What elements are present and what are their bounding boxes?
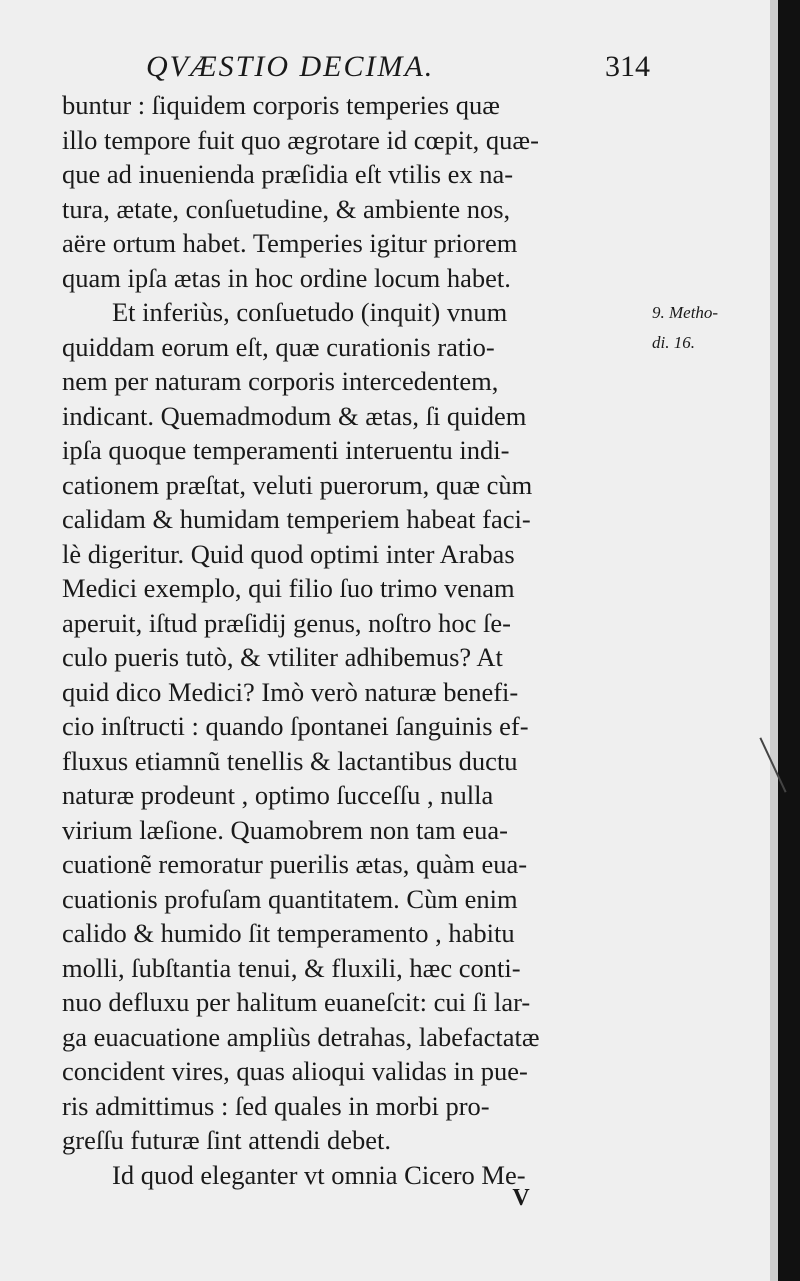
text-line: indicant. Quemadmodum & ætas, ſi quidem [62,400,527,431]
text-line: concident vires, quas alioqui validas in pue- [62,1056,528,1086]
text-line: calidam & humidam temperiem habeat faci- [62,504,531,534]
text-line: Et inferiùs, conſuetudo (inquit) vnum [112,297,508,327]
text-line: molli, ſubſtantia tenui, & fluxili, hæc conti- [62,952,521,983]
text-line: quiddam eorum eſt, quæ curationis ratio- [62,331,495,362]
signature-mark: V [512,1185,530,1211]
text-line: cuationẽ remoratur puerilis ætas, quàm eua- [62,849,528,879]
text-line: Id quod eleganter vt omnia Cicero Me- [112,1159,526,1190]
text-line: Medici exemplo, qui filio ſuo trimo venam [62,573,515,603]
text-line: nuo defluxu per halitum euaneſcit: cui ſi lar- [62,987,531,1017]
margin-note-line: 9. Metho- [652,303,719,322]
text-line: que ad inuenienda præſidia eſt vtilis ex na- [62,159,514,189]
text-line: quid dico Medici? Imò verò naturæ benefi- [62,676,519,707]
text-line: culo pueris tutò, & vtiliter adhibemus? At [62,642,503,672]
text-line: aperuit, iſtud præſidij genus, noſtro hoc ſe- [62,607,511,638]
text-line: naturæ prodeunt , optimo ſucceſſu , nulla [62,780,494,810]
text-line: quam ipſa ætas in hoc ordine locum habet. [62,262,511,293]
scan-border [778,0,800,1281]
text-line: nem per naturam corporis intercedentem, [62,366,499,396]
text-line: virium læſione. Quamobrem non tam eua- [62,814,508,845]
text-line: aëre ortum habet. Temperies igitur priorem [62,228,518,258]
text-line: ipſa quoque temperamenti interuentu indi- [62,435,510,465]
body-text [62,88,652,1192]
margin-note-line: di. 16. [652,333,695,352]
header-title: QVÆSTIO DECIMA. [146,50,435,83]
text-line: cuationis profuſam quantitatem. Cùm enim [62,883,518,914]
text-line: tura, ætate, conſuetudine, & ambiente nos, [62,193,511,224]
text-line: greſſu futuræ ſint attendi debet. [62,1125,391,1155]
text-line: illo tempore fuit quo ægrotare id cœpit, quæ- [62,124,539,155]
text-line: lè digeritur. Quid quod optimi inter Arabas [62,538,515,569]
margin-note [652,298,762,358]
text-line: ris admittimus : ſed quales in morbi pro- [62,1090,490,1121]
text-line: cationem præſtat, veluti puerorum, quæ cùm [62,469,533,500]
text-line: fluxus etiamnũ tenellis & lactantibus ductu [62,745,518,776]
running-header [60,50,650,88]
text-line: ga euacuatione ampliùs detrahas, labefactatæ [62,1021,540,1052]
page-gutter-shadow [770,0,778,1281]
page-number: 314 [605,50,650,83]
text-line: calido & humido ſit temperamento , habitu [62,918,515,948]
text-line: cio inſtructi : quando ſpontanei ſanguinis ef- [62,711,529,741]
text-line: buntur : ſiquidem corporis temperies quæ [62,90,500,120]
